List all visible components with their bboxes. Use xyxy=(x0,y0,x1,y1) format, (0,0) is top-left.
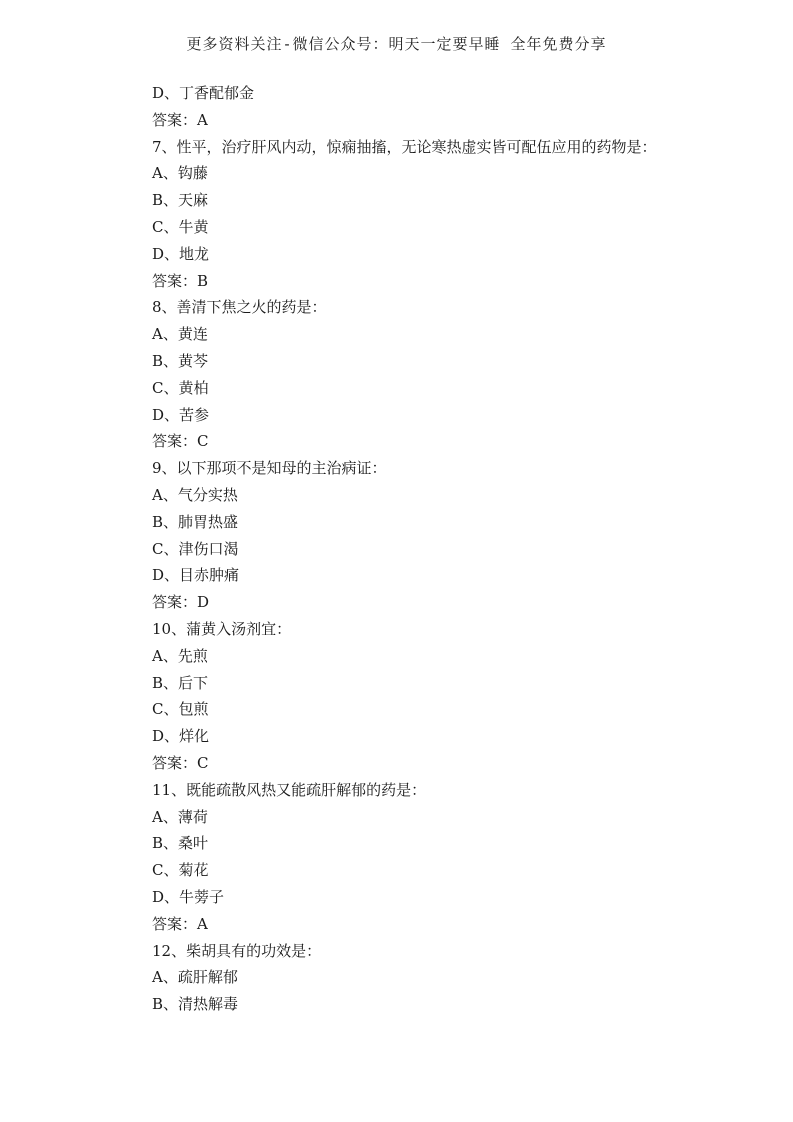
option-line: A、气分实热 xyxy=(152,485,238,504)
option-line: C、黄柏 xyxy=(152,378,209,397)
answer-line: 答案：D xyxy=(152,593,210,612)
question-11: 11、既能疏散风热又能疏肝解郁的药是： xyxy=(152,780,427,799)
page-header: 更多资料关注-微信公众号：明天一定要早睡 全年免费分享 xyxy=(186,35,607,53)
option-line: A、黄连 xyxy=(152,325,208,344)
option-line: B、清热解毒 xyxy=(152,995,239,1014)
answer-line: 答案：A xyxy=(152,914,208,933)
option-line: B、桑叶 xyxy=(152,834,209,853)
answer-line: 答案：B xyxy=(152,271,209,290)
answer-line: 答案：C xyxy=(152,753,209,772)
option-line: C、菊花 xyxy=(152,861,209,880)
option-line: C、牛黄 xyxy=(152,217,209,236)
option-line: A、钩藤 xyxy=(152,164,208,183)
answer-line: 答案：A xyxy=(152,110,208,129)
document-body xyxy=(152,80,752,1018)
option-line: C、包煎 xyxy=(152,700,209,719)
option-line: D、苦参 xyxy=(152,405,210,424)
option-line: B、肺胃热盛 xyxy=(152,512,239,531)
option-line: C、津伤口渴 xyxy=(152,539,239,558)
option-line: D、牛蒡子 xyxy=(152,887,225,906)
question-7: 7、性平，治疗肝风内动，惊痫抽搐，无论寒热虚实皆可配伍应用的药物是： xyxy=(152,137,657,156)
option-line: B、天麻 xyxy=(152,191,209,210)
option-line: D、丁香配郁金 xyxy=(152,84,255,102)
option-line: D、地龙 xyxy=(152,244,210,263)
option-line: A、先煎 xyxy=(152,646,208,665)
question-10: 10、蒲黄入汤剂宜： xyxy=(152,619,292,638)
option-line: D、烊化 xyxy=(152,727,210,746)
answer-line: 答案：C xyxy=(152,432,209,451)
option-line: A、薄荷 xyxy=(152,807,208,826)
option-line: B、黄芩 xyxy=(152,351,209,370)
question-9: 9、以下那项不是知母的主治病证： xyxy=(152,459,387,478)
question-8: 8、善清下焦之火的药是： xyxy=(152,298,327,317)
option-line: D、目赤肿痛 xyxy=(152,566,240,585)
question-12: 12、柴胡具有的功效是： xyxy=(152,941,322,960)
option-line: B、后下 xyxy=(152,673,209,692)
option-line: A、疏肝解郁 xyxy=(152,968,238,987)
